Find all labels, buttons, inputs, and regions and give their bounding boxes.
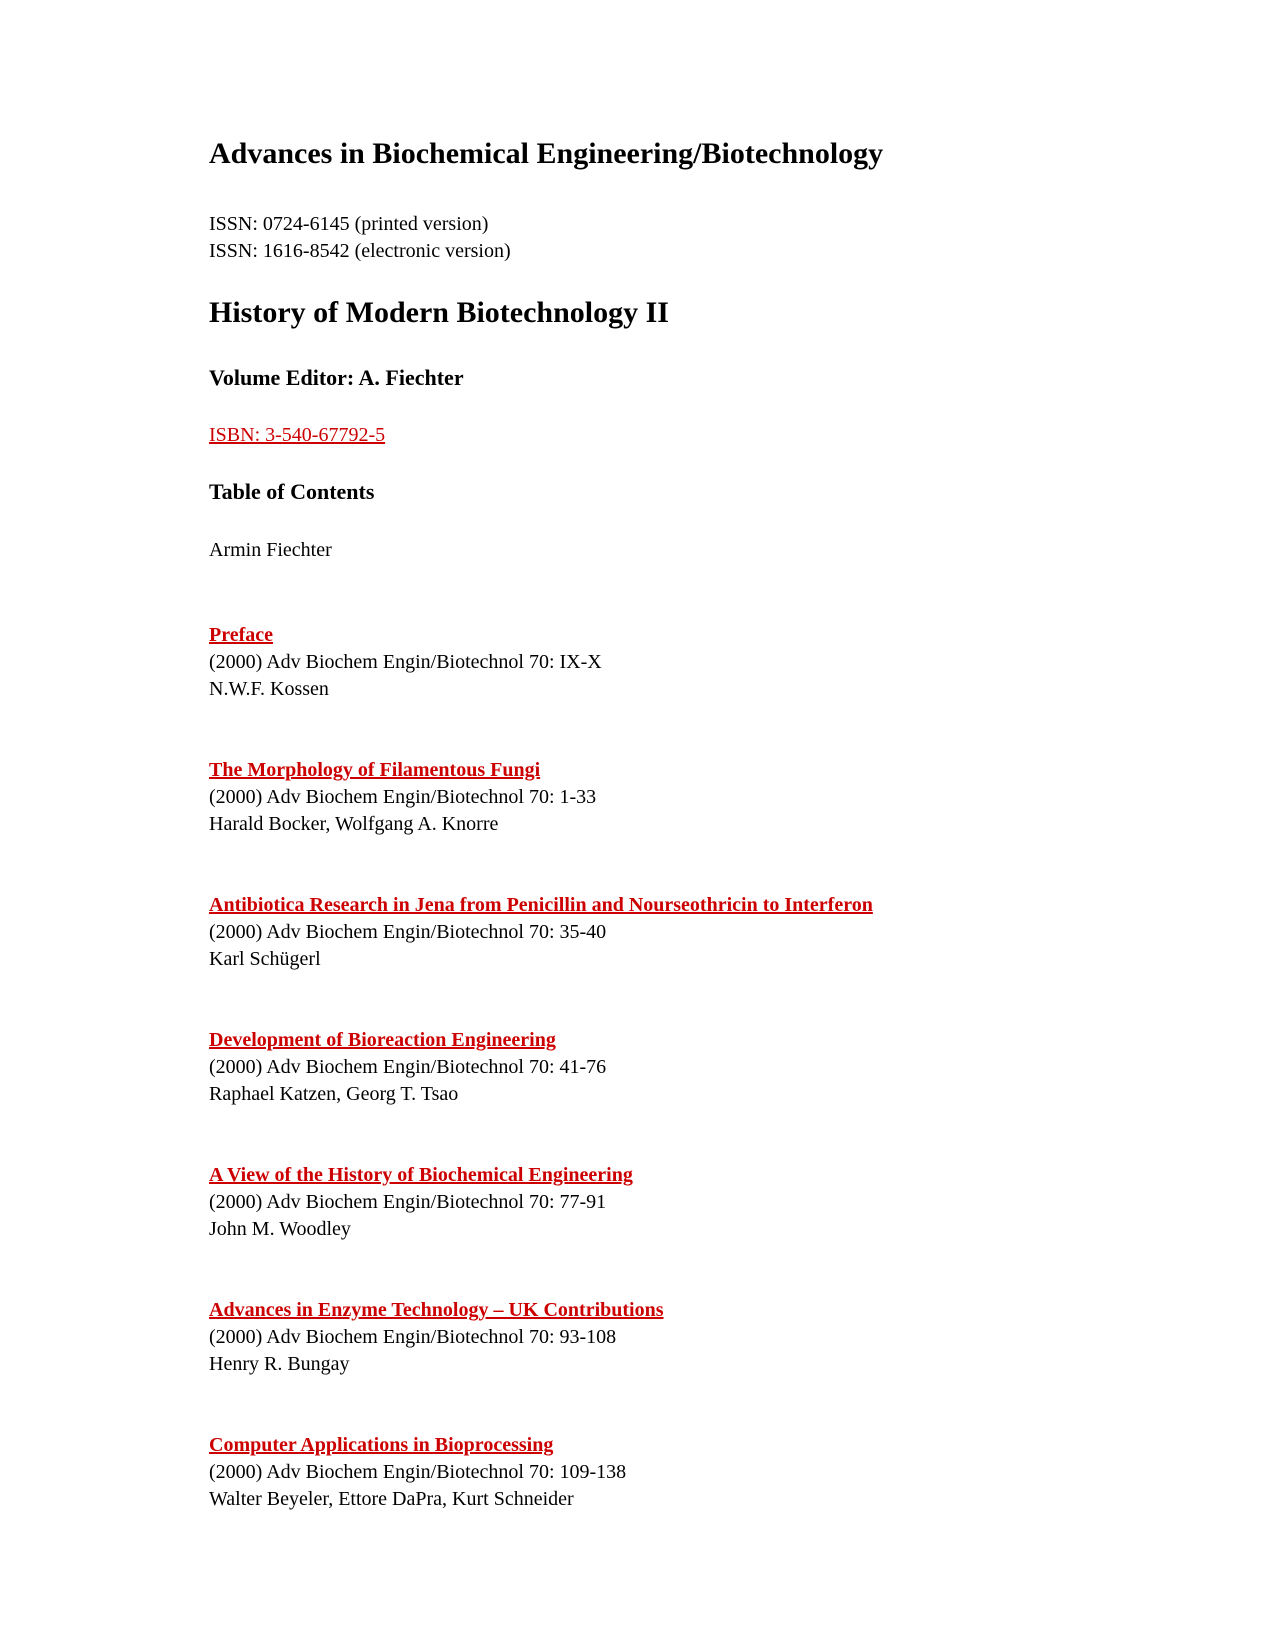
toc-entry bbox=[209, 1162, 1165, 1243]
issn-block bbox=[209, 211, 1165, 265]
article-authors: Raphael Katzen, Georg T. Tsao bbox=[209, 1083, 459, 1105]
toc-entry bbox=[209, 757, 1165, 838]
toc-entry bbox=[209, 622, 1165, 703]
article-citation: (2000) Adv Biochem Engin/Biotechnol 70: 1-33 bbox=[209, 786, 597, 808]
issn-printed: ISSN: 0724-6145 (printed version) bbox=[209, 213, 489, 235]
article-citation: (2000) Adv Biochem Engin/Biotechnol 70: 109-138 bbox=[209, 1461, 627, 1483]
article-authors: Walter Beyeler, Ettore DaPra, Kurt Schneider bbox=[209, 1488, 574, 1510]
toc-entry bbox=[209, 1297, 1165, 1378]
article-authors: Karl Schügerl bbox=[209, 948, 321, 970]
article-link[interactable]: Computer Applications in Bioprocessing bbox=[209, 1434, 554, 1456]
article-citation: (2000) Adv Biochem Engin/Biotechnol 70: IX-X bbox=[209, 651, 602, 673]
article-link[interactable]: Development of Bioreaction Engineering bbox=[209, 1029, 556, 1051]
toc-entries bbox=[209, 622, 1165, 1513]
article-authors: John M. Woodley bbox=[209, 1218, 351, 1240]
article-citation: (2000) Adv Biochem Engin/Biotechnol 70: 77-91 bbox=[209, 1191, 607, 1213]
issn-electronic: ISSN: 1616-8542 (electronic version) bbox=[209, 240, 511, 262]
isbn-paragraph bbox=[209, 422, 1165, 449]
article-link[interactable]: A View of the History of Biochemical Engineering bbox=[209, 1164, 633, 1186]
article-citation: (2000) Adv Biochem Engin/Biotechnol 70: 93-108 bbox=[209, 1326, 617, 1348]
article-link[interactable]: Antibiotica Research in Jena from Penicillin and Nourseothricin to Interferon bbox=[209, 894, 873, 916]
volume-title: History of Modern Biotechnology II bbox=[209, 296, 669, 329]
toc-entry bbox=[209, 1432, 1165, 1513]
article-citation: (2000) Adv Biochem Engin/Biotechnol 70: 35-40 bbox=[209, 921, 607, 943]
article-authors: Henry R. Bungay bbox=[209, 1353, 350, 1375]
article-link[interactable]: The Morphology of Filamentous Fungi bbox=[209, 759, 541, 781]
toc-author: Armin Fiechter bbox=[209, 539, 332, 561]
toc-entry bbox=[209, 892, 1165, 973]
journal-title: Advances in Biochemical Engineering/Biotechnology bbox=[209, 137, 884, 170]
isbn-link[interactable]: ISBN: 3-540-67792-5 bbox=[209, 424, 386, 446]
article-authors: Harald Bocker, Wolfgang A. Knorre bbox=[209, 813, 499, 835]
article-authors: N.W.F. Kossen bbox=[209, 678, 329, 700]
volume-editor: Volume Editor: A. Fiechter bbox=[209, 365, 464, 390]
article-citation: (2000) Adv Biochem Engin/Biotechnol 70: 41-76 bbox=[209, 1056, 607, 1078]
article-link[interactable]: Preface bbox=[209, 624, 274, 646]
toc-entry bbox=[209, 1027, 1165, 1108]
toc-heading: Table of Contents bbox=[209, 479, 375, 504]
article-link[interactable]: Advances in Enzyme Technology – UK Contributions bbox=[209, 1299, 664, 1321]
